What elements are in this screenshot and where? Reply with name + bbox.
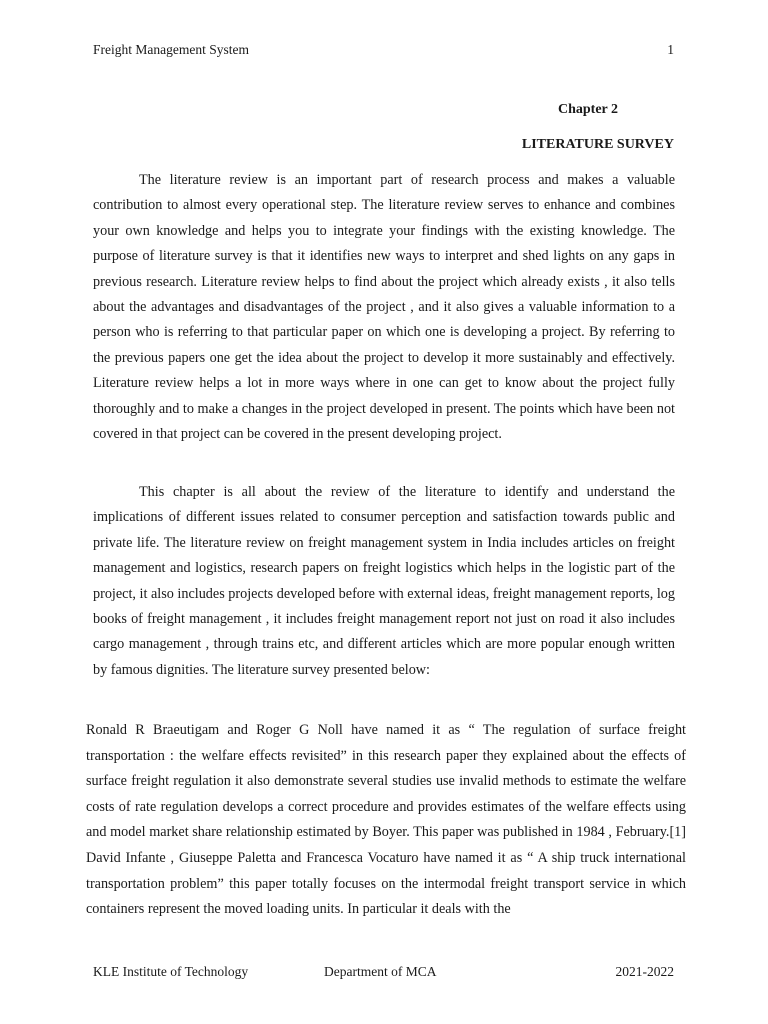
running-title: Freight Management System — [93, 42, 249, 57]
section-title: LITERATURE SURVEY — [521, 137, 674, 152]
chapter-label: Chapter 2 — [558, 102, 619, 117]
paragraph-survey-entries: Ronald R Braeutigam and Roger G Noll have named it as “ The regulation of surface freight transportation : the welfare effects revisited” in this research paper they explained about the effects of surface freight regulation it also demonstrate several studies use invalid methods to estimate the welfare costs of rate regulation develops a correct procedure and provides estimates of the welfare effects using and model market share relationship estimated by Boyer. This paper was published in 1984 , February.[1] David Infante , Giuseppe Paletta and Francesca Vocaturo have named it as “ A ship truck international transportation problem” this paper totally focuses on the intermodal freight transport service in which containers represent the moved loading units. In particular it deals with the — [86, 722, 686, 918]
page-number: 1 — [667, 42, 674, 57]
paragraph-intro: The literature review is an important part of research process and makes a valuable contribution to almost every operational step. The literature review serves to enhance and combines your own knowledge and helps you to integrate your findings with the existing knowledge. The purpose of literature survey is that it identifies new ways to interpret and shed lights on any gaps in previous research. Literature review helps to find about the project which already exists , it also tells about the advantages and disadvantages of the project , and it also gives a valuable information to a person who is referring to that particular paper on which one is developing a project. By referring to the previous papers one get the idea about the project to develop it more sustainably and effectively. Literature review helps a lot in more ways where in one can get to know about the project fully thoroughly and to make a changes in the project developed in present. The points which have been not covered in that project can be covered in the present developing project. — [93, 172, 675, 443]
paragraph-chapter-scope: This chapter is all about the review of the literature to identify and understand the implications of different issues related to consumer perception and satisfaction towards public and private life. The literature review on freight management system in India includes articles on freight management and logistics, research papers on freight logistics which helps in the logistic part of the project, it also includes projects developed before with external ideas, freight management reports, log books of freight management , it includes freight management report not just on road it also includes cargo management , through trains etc, and different articles which are more popular enough written by famous dignities. The literature survey presented below: — [93, 484, 675, 678]
footer-department: Department of MCA — [324, 964, 437, 979]
page-header — [93, 42, 674, 58]
footer-year: 2021-2022 — [615, 964, 674, 979]
footer-institute: KLE Institute of Technology — [93, 964, 249, 979]
